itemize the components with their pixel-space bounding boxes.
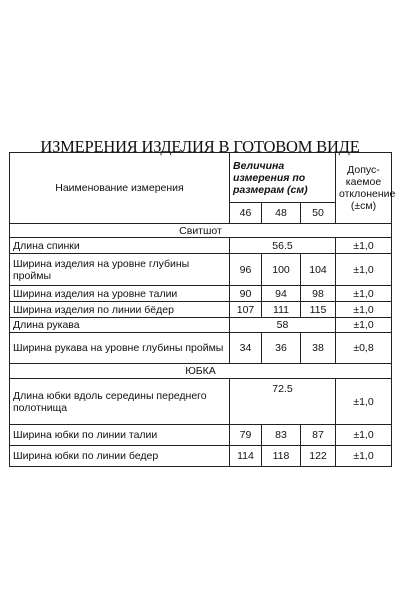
table-row <box>10 318 392 333</box>
row-label: Ширина изделия на уровне глубины проймы <box>10 254 230 286</box>
header-measurement-name: Наименование измерения <box>10 153 230 224</box>
row-tolerance: ±1,0 <box>336 425 392 446</box>
row-value-46: 96 <box>230 254 262 286</box>
row-value-46: 34 <box>230 333 262 364</box>
row-value-48: 118 <box>262 446 301 467</box>
row-value-50: 104 <box>301 254 336 286</box>
row-tolerance: ±0,8 <box>336 333 392 364</box>
measurements-table <box>9 152 396 467</box>
table-row <box>10 425 392 446</box>
table-row <box>10 254 392 286</box>
table-row <box>10 379 392 425</box>
row-value-48: 94 <box>262 286 301 302</box>
row-tolerance: ±1,0 <box>336 286 392 302</box>
row-label: Ширина изделия по линии бёдер <box>10 302 230 318</box>
row-tolerance: ±1,0 <box>336 254 392 286</box>
row-value-merged: 56.5 <box>230 238 336 254</box>
header-size-46: 46 <box>230 203 262 224</box>
row-label: Ширина рукава на уровне глубины проймы <box>10 333 230 364</box>
row-value-48: 100 <box>262 254 301 286</box>
header-size-50: 50 <box>301 203 336 224</box>
row-value-50: 87 <box>301 425 336 446</box>
table-row <box>10 446 392 467</box>
row-value-50: 98 <box>301 286 336 302</box>
header-size-48: 48 <box>262 203 301 224</box>
table-row <box>10 238 392 254</box>
row-tolerance: ±1,0 <box>336 238 392 254</box>
row-tolerance: ±1,0 <box>336 318 392 333</box>
header-tolerance: Допус-каемое отклонение (±см) <box>336 153 392 224</box>
row-value-46: 114 <box>230 446 262 467</box>
row-tolerance: ±1,0 <box>336 379 392 425</box>
row-value-46: 90 <box>230 286 262 302</box>
row-tolerance: ±1,0 <box>336 302 392 318</box>
section-sweatshirt: Свитшот <box>10 224 392 238</box>
row-value-46: 79 <box>230 425 262 446</box>
row-value-merged: 58 <box>230 318 336 333</box>
table-row <box>10 333 392 364</box>
row-label: Ширина изделия на уровне талии <box>10 286 230 302</box>
table-row <box>10 302 392 318</box>
row-label: Длина юбки вдоль середины переднего полотнища <box>10 379 230 425</box>
row-value-50: 115 <box>301 302 336 318</box>
row-label: Ширина юбки по линии талии <box>10 425 230 446</box>
row-value-50: 38 <box>301 333 336 364</box>
header-size-values: Величина измерения по размерам (см) <box>230 153 336 203</box>
row-label: Длина спинки <box>10 238 230 254</box>
row-value-46: 107 <box>230 302 262 318</box>
row-tolerance: ±1,0 <box>336 446 392 467</box>
section-skirt: ЮБКА <box>10 364 392 379</box>
row-label: Ширина юбки по линии бедер <box>10 446 230 467</box>
document-title: ИЗМЕРЕНИЯ ИЗДЕЛИЯ В ГОТОВОМ ВИДЕ <box>40 137 360 156</box>
row-value-48: 36 <box>262 333 301 364</box>
row-value-merged: 72.5 <box>230 379 336 425</box>
row-value-48: 111 <box>262 302 301 318</box>
row-value-48: 83 <box>262 425 301 446</box>
row-label: Длина рукава <box>10 318 230 333</box>
table-row <box>10 286 392 302</box>
row-value-50: 122 <box>301 446 336 467</box>
